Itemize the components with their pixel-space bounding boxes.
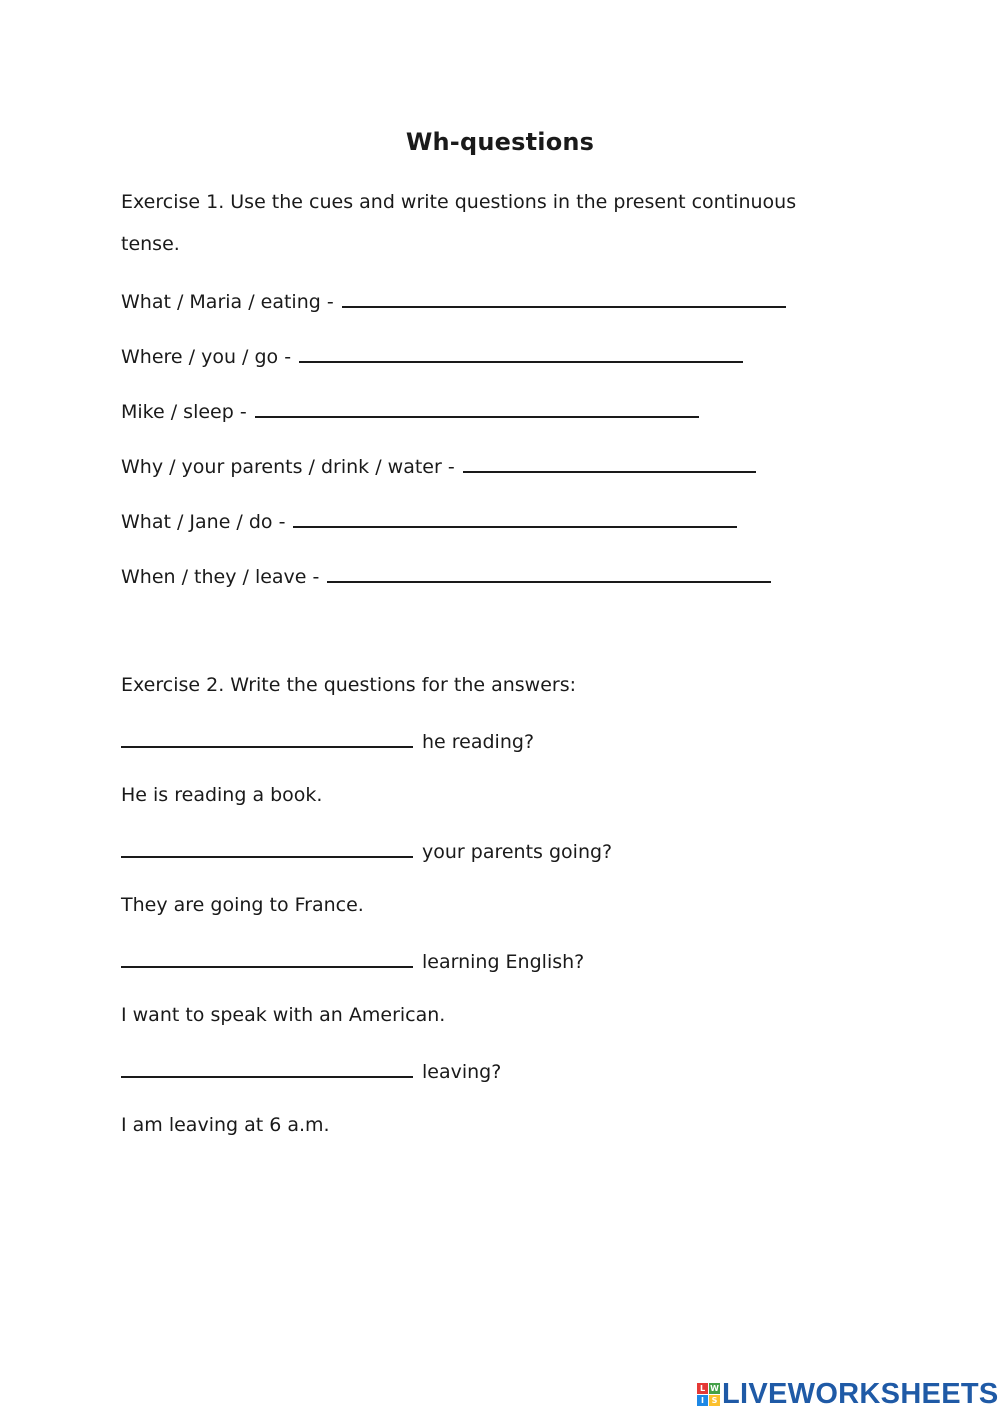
exercise2-answer: I want to speak with an American.	[121, 1004, 446, 1026]
question-end: leaving?	[422, 1061, 502, 1083]
exercise2-question	[121, 838, 612, 864]
logo-mark-cell: W	[710, 1383, 719, 1393]
logo-mark-cell: I	[697, 1395, 708, 1406]
exercise1-item	[121, 563, 771, 589]
exercise2-instruction: Exercise 2. Write the questions for the answers:	[121, 674, 577, 696]
answer-blank[interactable]	[121, 1058, 413, 1078]
exercise1-item	[121, 398, 699, 424]
exercise1-item	[121, 453, 756, 479]
question-end: your parents going?	[422, 841, 613, 863]
exercise1-cue: Where / you / go -	[121, 346, 292, 368]
answer-blank[interactable]	[299, 343, 743, 363]
exercise1-item	[121, 508, 737, 534]
exercise1-item	[121, 343, 743, 369]
liveworksheets-logo[interactable]	[697, 1378, 999, 1410]
exercise2-answer: He is reading a book.	[121, 784, 323, 806]
exercise2-question	[121, 728, 534, 754]
page-title: Wh-questions	[405, 128, 595, 156]
exercise1-instruction-line2: tense.	[121, 233, 180, 255]
answer-blank[interactable]	[293, 508, 737, 528]
exercise1-item	[121, 288, 786, 314]
exercise1-cue: What / Jane / do -	[121, 511, 286, 533]
answer-blank[interactable]	[121, 948, 413, 968]
exercise2-question	[121, 948, 584, 974]
exercise1-cue: What / Maria / eating -	[121, 291, 334, 313]
logo-text: LIVEWORKSHEETS	[722, 1377, 999, 1410]
logo-mark-cell: L	[697, 1383, 708, 1394]
answer-blank[interactable]	[342, 288, 786, 308]
exercise2-answer: They are going to France.	[121, 894, 364, 916]
question-end: learning English?	[422, 951, 585, 973]
answer-blank[interactable]	[463, 453, 756, 473]
logo-mark-cell: S	[709, 1395, 720, 1406]
answer-blank[interactable]	[121, 838, 413, 858]
answer-blank[interactable]	[255, 398, 699, 418]
answer-blank[interactable]	[327, 563, 771, 583]
answer-blank[interactable]	[121, 728, 413, 748]
exercise1-instruction-line1: Exercise 1. Use the cues and write questions in the present continuous	[121, 191, 797, 213]
exercise2-answer: I am leaving at 6 a.m.	[121, 1114, 330, 1136]
exercise1-cue: Mike / sleep -	[121, 401, 247, 423]
question-end: he reading?	[422, 731, 535, 753]
logo-mark-icon	[697, 1383, 720, 1406]
exercise2-question	[121, 1058, 501, 1084]
exercise1-cue: When / they / leave -	[121, 566, 320, 588]
exercise1-cue: Why / your parents / drink / water -	[121, 456, 455, 478]
